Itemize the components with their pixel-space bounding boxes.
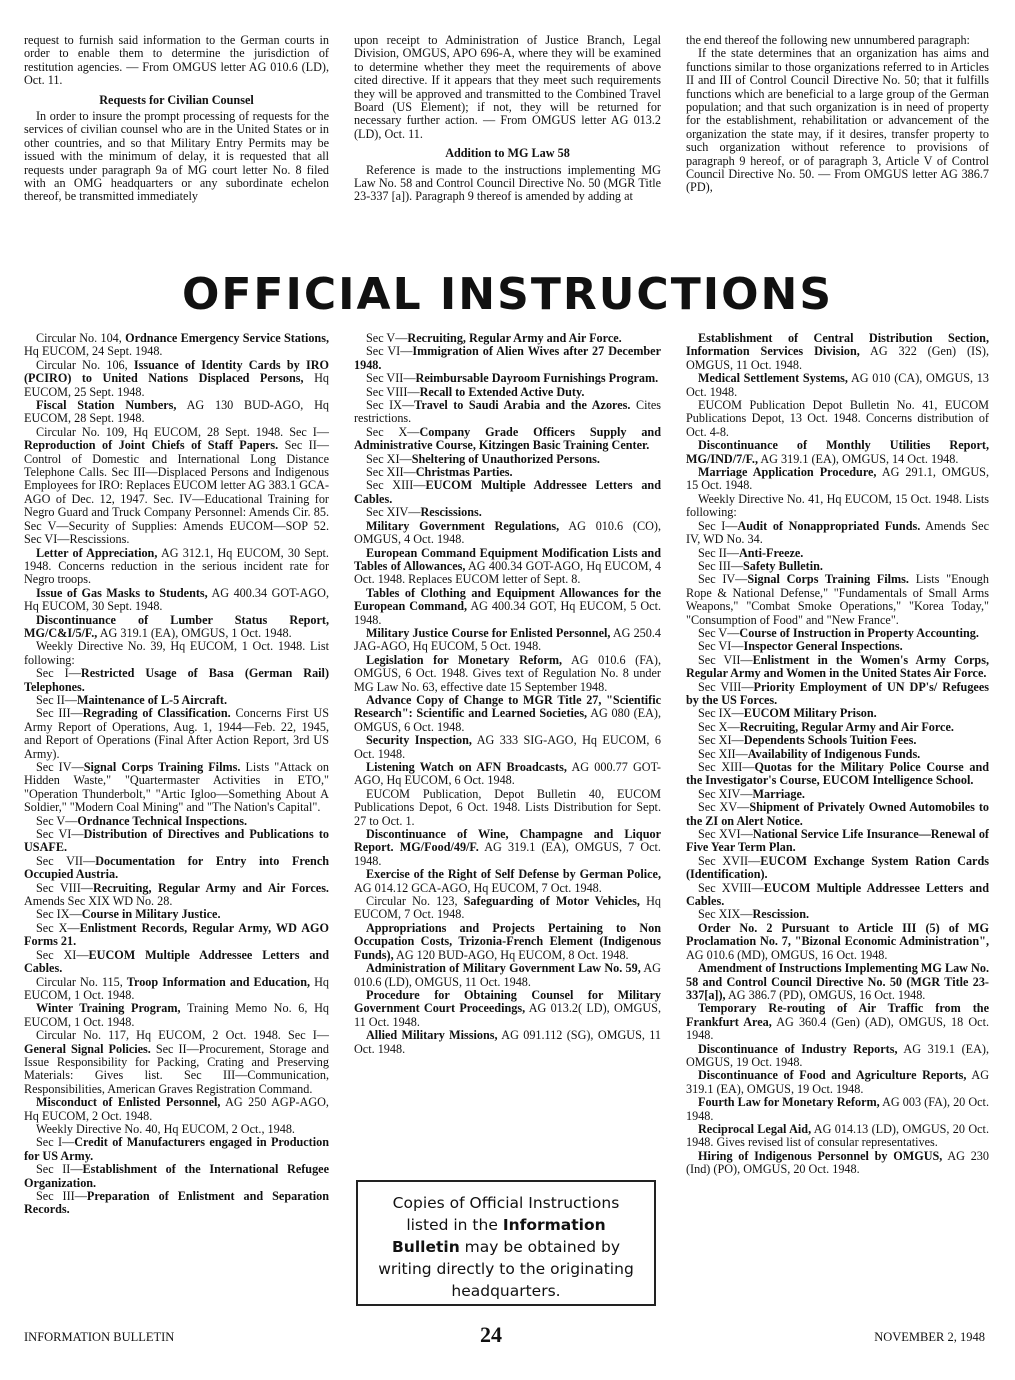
entry-subject: Recruiting, Regular Army and Air Force.	[407, 331, 622, 345]
entry-subject: Misconduct of Enlisted Personnel,	[36, 1095, 221, 1110]
instruction-entry	[354, 761, 661, 788]
instruction-entry	[354, 332, 661, 345]
entry-text: Sec VI—	[366, 344, 413, 359]
entry-subject: Preparation of Enlistment and Separation Records.	[24, 1189, 330, 1217]
instruction-entry	[24, 949, 329, 976]
notice-text-bold: Information Bulletin	[391, 1216, 606, 1256]
entry-subject: Security Inspection,	[366, 733, 472, 748]
instruction-entry	[24, 332, 329, 359]
entry-subject: National Service Life Insurance—Renewal of Five Year Term Plan.	[686, 827, 989, 855]
instruction-entry	[24, 761, 329, 815]
instruction-entry	[686, 788, 989, 801]
entry-text: Sec IX—	[36, 907, 82, 922]
instruction-entry	[354, 506, 661, 519]
entry-subject: Discontinuance of Lumber Status Report, MG/C&I/5/F.,	[24, 612, 329, 640]
entry-subject: Recruiting, Regular Army and Air Force.	[739, 719, 954, 734]
entry-text: Weekly Directive No. 39, Hq EUCOM, 1 Oct. 1948. List following:	[24, 639, 329, 667]
instruction-entry	[354, 547, 661, 587]
entry-subject: Ordnance Technical Inspections.	[77, 813, 248, 828]
instruction-entry	[354, 426, 661, 453]
entry-text: Circular No. 115,	[36, 974, 127, 989]
entry-reference: AG 250 AGP-AGO, Hq EUCOM, 2 Oct. 1948.	[24, 1095, 329, 1123]
entry-reference: AG 291.1, OMGUS, 15 Oct. 1948.	[686, 465, 989, 493]
instruction-entry	[24, 976, 329, 1003]
entry-reference: AG 400.34 GOT-AGO, Hq EUCOM, 4 Oct. 1948. Replaces EUCOM letter of Sept. 8.	[354, 558, 661, 587]
entry-subject: Signal Corps Training Films.	[83, 760, 241, 774]
instruction-entry	[686, 1002, 989, 1042]
entry-subject: Immigration of Alien Wives after 27 December 1948.	[354, 344, 661, 372]
footer-page-number: 24	[480, 1322, 502, 1347]
entry-text: Sec IX—	[698, 706, 744, 721]
entry-subject: EUCOM Multiple Addressee Letters and Cables.	[686, 880, 989, 909]
instruction-entry	[24, 614, 329, 641]
entry-subject: Fiscal Station Numbers,	[36, 398, 177, 413]
instruction-entry	[354, 654, 661, 694]
instruction-entry	[686, 520, 989, 547]
instruction-entry	[24, 882, 329, 909]
entry-subject: Troop Information and Education,	[126, 974, 311, 989]
entry-subject: Audit of Nonappropriated Funds.	[737, 518, 921, 533]
entry-reference: AG 010.6 (LD), OMGUS, 11 Oct. 1948.	[354, 961, 661, 989]
entry-subject: General Signal Policies.	[24, 1041, 151, 1056]
entry-subject: EUCOM Multiple Addressee Letters and Cables.	[24, 947, 329, 976]
instruction-entry	[354, 868, 661, 895]
entry-subject: Temporary Re-routing of Air Traffic from the Frankfurt Area,	[686, 1001, 989, 1029]
entry-reference: AG 130 BUD-AGO, Hq EUCOM, 28 Sept. 1948.	[24, 398, 329, 426]
entry-text: Sec X—	[36, 920, 80, 935]
instruction-entry	[686, 560, 989, 573]
entry-subject: Reciprocal Legal Aid,	[698, 1121, 812, 1136]
instruction-entry	[686, 1043, 989, 1070]
entry-subject: Company Grade Officers Supply and Administrative Course, Kitzingen Basic Training Center.	[354, 424, 661, 453]
instruction-entry	[354, 989, 661, 1029]
entry-subject: Amendment of Instructions Implementing MG Law No. 58 and Control Council Directive No. 50 (MGR Title 23-337[a]),	[686, 961, 989, 1002]
entry-text: Circular No. 117, Hq EUCOM, 2 Oct. 1948. Sec I—	[36, 1028, 329, 1043]
instruction-entry	[354, 627, 661, 654]
entry-text: Sec V—	[698, 625, 740, 640]
instruction-entry	[354, 399, 661, 426]
instruction-entry	[686, 855, 989, 882]
instructions-column-2	[354, 332, 661, 1056]
instruction-entry	[24, 359, 329, 399]
entry-subject: Issuance of Identity Cards by IRO (PCIRO) to United Nations Displaced Persons,	[24, 357, 329, 386]
entry-text: Sec XV—	[698, 800, 750, 815]
entry-text: Sec VII—	[36, 853, 96, 868]
entry-reference: AG 120 BUD-AGO, Hq EUCOM, 8 Oct. 1948.	[393, 947, 629, 962]
entry-text: Sec V—	[366, 331, 408, 345]
footer-date: NOVEMBER 2, 1948	[874, 1330, 985, 1344]
entry-reference: AG 091.112 (SG), OMGUS, 11 Oct. 1948.	[354, 1028, 661, 1056]
entry-text: Sec I—	[698, 518, 738, 533]
entry-reference: Hq EUCOM, 25 Sept. 1948.	[24, 371, 329, 399]
instruction-entry	[686, 332, 989, 372]
instruction-entry	[24, 547, 329, 587]
entry-text: Sec VII—	[366, 371, 416, 386]
entry-subject: Availability of Indigenous Funds.	[747, 746, 921, 761]
entry-reference: Amends Sec XIX WD No. 28.	[24, 894, 173, 909]
entry-reference: AG 013.2( LD), OMGUS, 11 Oct. 1948.	[354, 1001, 662, 1029]
entry-text: Sec IV—	[698, 572, 748, 587]
entry-text: EUCOM Publication Depot Bulletin No. 41, EUCOM Publications Depot, 13 Oct. 1948. Concerns distribution of Oct. 4-8.	[686, 398, 989, 439]
entry-subject: Advance Copy of Change to MGR Title 27, "Scientific Research": Scientific and Learned Societies,	[354, 692, 661, 721]
entry-reference: AG 319.1 (EA), OMGUS, 1 Oct. 1948.	[97, 625, 292, 640]
instruction-entry	[354, 372, 661, 385]
entry-subject: Enlistment in the Women's Army Corps, Regular Army and Women in the United States Air Force.	[686, 652, 989, 681]
entry-reference: AG 080 (EA), OMGUS, 6 Oct. 1948.	[354, 706, 661, 734]
entry-text: Sec VI—	[36, 827, 84, 842]
instruction-entry	[354, 1029, 661, 1056]
footer-publication-name: INFORMATION BULLETIN	[24, 1330, 175, 1344]
entry-text: Sec XVI—	[698, 827, 753, 842]
entry-subject: Documentation for Entry into French Occupied Austria.	[24, 853, 330, 882]
section-heading: Addition to MG Law 58	[445, 146, 570, 161]
entry-text: Weekly Directive No. 40, Hq EUCOM, 2 Oct., 1948.	[36, 1121, 295, 1136]
instruction-entry	[686, 1150, 989, 1177]
instruction-entry	[24, 815, 329, 828]
instruction-entry	[686, 828, 989, 855]
entry-reference: Amends Sec IV, WD No. 34.	[686, 518, 989, 547]
entry-text: Sec III—	[36, 706, 83, 721]
entry-subject: Regrading of Classification.	[82, 706, 231, 721]
entry-text: Sec XIV—	[366, 505, 421, 520]
entry-reference: AG 230 (Ind) (PO), OMGUS, 20 Oct. 1948.	[686, 1148, 989, 1177]
entry-subject: Tables of Clothing and Equipment Allowances for the European Command,	[354, 585, 661, 614]
article-paragraph: upon receipt to Administration of Justice Branch, Legal Division, OMGUS, APO 696-A, where they will be examined to determine whether they meet the requirements of above cited directive. If it appears that they meet such requirements they will be approved and transmitted to the Combined Travel Board (US Element); if not, they will be returned for necessary further action. — From OMGUS letter AG 013.2 (LD), Oct. 11.	[354, 33, 661, 141]
entry-subject: Safeguarding of Motor Vehicles,	[463, 894, 640, 909]
instruction-entry	[354, 520, 661, 547]
entry-reference: AG 312.1, Hq EUCOM, 30 Sept. 1948. Concerns reduction in the serious incident rate for Negro troops.	[24, 545, 329, 587]
instruction-entry	[24, 1190, 329, 1217]
entry-subject: Reimbursable Dayroom Furnishings Program.	[415, 371, 659, 386]
entry-text: Sec XVII—	[698, 853, 761, 868]
instruction-entry	[24, 707, 329, 761]
instruction-entry	[686, 734, 989, 747]
entry-text: Sec XI—	[698, 733, 744, 748]
entry-text: Sec XIX—	[698, 907, 753, 922]
instruction-entry	[354, 453, 661, 466]
entry-subject: Allied Military Missions,	[366, 1028, 498, 1043]
instruction-entry	[354, 386, 661, 399]
instruction-entry	[24, 922, 329, 949]
entry-subject: Travel to Saudi Arabia and the Azores.	[414, 398, 631, 413]
entry-subject: Military Justice Course for Enlisted Personnel,	[366, 625, 611, 640]
instruction-entry	[24, 1002, 329, 1029]
entry-subject: Christmas Parties.	[415, 465, 513, 480]
entry-subject: Issue of Gas Masks to Students,	[36, 585, 208, 600]
entry-reference: AG 319.1 (EA), OMGUS, 19 Oct. 1948.	[686, 1041, 990, 1069]
entry-subject: European Command Equipment Modification Lists and Tables of Allowances,	[354, 545, 661, 573]
entry-reference: Hq EUCOM, 7 Oct. 1948.	[354, 894, 661, 922]
instruction-entry	[686, 882, 989, 909]
entry-subject: Recruiting, Regular Army and Air Forces.	[92, 880, 329, 895]
entry-subject: Maintenance of L-5 Aircraft.	[76, 692, 228, 707]
instruction-entry	[354, 962, 661, 989]
entry-reference: AG 010.6 (FA), OMGUS, 6 Oct. 1948. Gives text of Regulation No. 8 under MG Law No. 63, effective date 15 September 1948.	[354, 652, 661, 694]
entry-subject: Marriage Application Procedure,	[698, 465, 877, 480]
instruction-entry	[354, 479, 661, 506]
entry-subject: Medical Settlement Systems,	[698, 371, 848, 386]
entry-subject: Restricted Usage of Basa (German Rail) Telephones.	[24, 666, 329, 694]
article-paragraph: request to furnish said information to the German courts in order to enable them to determine the jurisdiction of restitution agencies. — From OMGUS letter AG 010.6 (LD), Oct. 11.	[24, 33, 329, 88]
instruction-entry	[686, 493, 989, 520]
entry-reference: AG 400.34 GOT, Hq EUCOM, 5 Oct. 1948.	[354, 599, 661, 627]
instruction-entry	[354, 788, 661, 828]
entry-text: Sec XII—	[366, 465, 416, 480]
instruction-entry	[354, 466, 661, 479]
entry-subject: Establishment of the International Refugee Organization.	[24, 1162, 330, 1190]
instruction-entry	[686, 908, 989, 921]
entry-text: Sec I—	[36, 1135, 75, 1150]
instruction-entry	[24, 1123, 329, 1136]
entry-subject: Anti-Freeze.	[738, 545, 804, 560]
entry-text: Sec XIII—	[698, 760, 755, 774]
entry-subject: Discontinuance of Industry Reports,	[698, 1041, 898, 1056]
entry-reference: AG 360.4 (Gen) (AD), OMGUS, 18 Oct. 1948.	[686, 1014, 989, 1043]
entry-subject: Procedure for Obtaining Counsel for Military Government Court Proceedings,	[354, 987, 661, 1016]
entry-reference: AG 319.1 (EA), OMGUS, 7 Oct. 1948.	[354, 840, 661, 868]
entry-subject: Winter Training Program,	[36, 1001, 181, 1016]
entry-subject: Ordnance Emergency Service Stations,	[125, 331, 329, 345]
instruction-entry	[24, 855, 329, 882]
entry-subject: Credit of Manufacturers engaged in Production for US Army.	[24, 1135, 329, 1163]
entry-subject: EUCOM Military Prison.	[743, 706, 877, 721]
entry-text: Sec XII—	[698, 746, 748, 761]
instruction-entry	[354, 694, 661, 734]
entry-subject: Fourth Law for Monetary Reform,	[698, 1095, 880, 1110]
entry-subject: Distribution of Directives and Publications to USAFE.	[24, 827, 329, 855]
entry-reference: AG 386.7 (PD), OMGUS, 16 Oct. 1948.	[725, 987, 926, 1002]
entry-text: Sec XVIII—	[698, 880, 764, 895]
entry-subject: Quotas for the Military Police Course and the Investigator's Course, EUCOM Intelligence School.	[686, 760, 990, 788]
entry-subject: Course in Military Justice.	[81, 907, 221, 922]
entry-text: Sec III—	[36, 1189, 87, 1203]
entry-reference: AG 319.1 (EA), OMGUS, 14 Oct. 1948.	[758, 451, 959, 466]
entry-text: Sec X—	[698, 719, 740, 734]
entry-reference: AG 400.34 GOT-AGO, Hq EUCOM, 30 Sept. 1948.	[24, 585, 330, 614]
instruction-entry	[686, 439, 989, 466]
instruction-entry	[24, 667, 329, 694]
entry-text: Sec XI—	[36, 947, 89, 962]
entry-reference: Training Memo No. 6, Hq EUCOM, 1 Oct. 1948.	[24, 1001, 329, 1029]
entry-subject: Dependents Schools Tuition Fees.	[743, 733, 917, 748]
entry-subject: Sheltering of Unauthorized Persons.	[411, 451, 600, 466]
entry-subject: Hiring of Indigenous Personnel by OMGUS,	[698, 1148, 943, 1163]
entry-text: Sec VI—	[698, 639, 744, 654]
entry-subject: Appropriations and Projects Pertaining to Non Occupation Costs, Trizonia-French Element (Indigenous Funds),	[354, 920, 661, 962]
entry-text: Sec XIV—	[698, 786, 753, 801]
entry-reference: AG 010 (CA), OMGUS, 13 Oct. 1948.	[686, 371, 989, 399]
instruction-entry	[24, 694, 329, 707]
instruction-entry	[686, 962, 989, 1002]
entry-reference: AG 322 (Gen) (IS), OMGUS, 11 Oct. 1948.	[686, 344, 990, 372]
instruction-entry	[24, 908, 329, 921]
instruction-entry	[686, 1069, 989, 1096]
instruction-entry	[686, 1123, 989, 1150]
instruction-entry	[686, 1096, 989, 1123]
instruction-entry	[686, 547, 989, 560]
notice-text-before: Copies of Official Instructions listed in the	[392, 1194, 620, 1234]
instruction-entry	[354, 345, 661, 372]
entry-text: Circular No. 106,	[36, 357, 134, 372]
instruction-entry	[686, 681, 989, 708]
entry-subject: EUCOM Multiple Addressee Letters and Cables.	[354, 478, 661, 506]
entry-subject: Enlistment Records, Regular Army, WD AGO Forms 21.	[24, 920, 329, 949]
entry-text: Sec VIII—	[366, 384, 420, 399]
entry-text: Sec V—	[36, 813, 78, 828]
entry-subject: EUCOM Exchange System Ration Cards (Identification).	[686, 853, 989, 882]
instruction-entry	[686, 922, 989, 962]
entry-reference: AG 010.6 (CO), OMGUS, 4 Oct. 1948.	[354, 518, 661, 547]
instruction-entry	[686, 707, 989, 720]
entry-subject: Establishment of Central Distribution Section, Information Services Division,	[686, 331, 989, 359]
entry-text: Sec VII—	[698, 652, 753, 667]
entry-subject: Shipment of Privately Owned Automobiles to the ZI on Alert Notice.	[686, 800, 989, 828]
entry-text: Sec IV—	[36, 760, 84, 774]
entry-subject: Inspector General Inspections.	[743, 639, 903, 654]
instruction-entry	[686, 466, 989, 493]
entry-reference: Sec II—Control of Domestic and International Long Distance Telephone Calls. Sec III—Displaced Persons and Indigenous Employees for IRO: Replaces EUCOM letter AG 383.1 GCA-AGO of Dec. 12, 1947. Sec. IV—Educational Training for Negro Guard and Truck Company Personnel: Amends Cir. 85. Sec V—Security of Supplies: Amends EUCOM—SOP 52. Sec VI—Rescissions.	[24, 438, 329, 547]
instruction-entry	[24, 1096, 329, 1123]
entry-text: Circular No. 104,	[36, 331, 126, 345]
entry-reference: AG 333 SIG-AGO, Hq EUCOM, 6 Oct. 1948.	[354, 733, 661, 761]
article-paragraph: If the state determines that an organization has aims and functions similar to those organizations referred to in Articles II and III of Control Council Directive No. 50; that it fulfills functions which are beneficial to a large group of the German population; and that such organization is in need of property for the establishment, rehabilitation or advancement of the organization the state may, if it desires, transfer property to such organization without reference to provisions of paragraph 9 hereof, or of paragraph 3, Article V of Control Council Directive No. 50. — From OMGUS letter AG 386.7 (PD),	[686, 46, 989, 195]
entry-subject: Safety Bulletin.	[743, 558, 823, 573]
entry-reference: AG 014.13 (LD), OMGUS, 20 Oct. 1948. Gives revised list of consular representatives.	[686, 1121, 989, 1150]
entry-subject: Rescissions.	[420, 505, 482, 520]
entry-reference: Concerns First US Army Report of Operations, Aug. 1, 1944—Feb. 22, 1945, and Report of Operations (Final After Action Report, 3rd US Army).	[24, 706, 329, 761]
instruction-entry	[24, 587, 329, 614]
entry-text: Sec II—	[36, 692, 77, 707]
notice-box	[356, 1180, 656, 1306]
instruction-entry	[354, 828, 661, 868]
notice-text-after: may be obtained by writing directly to the originating headquarters.	[378, 1238, 634, 1300]
instruction-entry	[686, 801, 989, 828]
entry-reference: AG 010.6 (MD), OMGUS, 16 Oct. 1948.	[686, 947, 888, 962]
entry-text: Sec X—	[366, 424, 420, 439]
instruction-entry	[24, 828, 329, 855]
instruction-entry	[354, 587, 661, 627]
entry-subject: Discontinuance of Monthly Utilities Report, MG/IND/7/F.,	[686, 438, 989, 466]
instruction-entry	[686, 627, 989, 640]
instruction-entry	[686, 654, 989, 681]
entry-subject: Course of Instruction in Property Accounting.	[739, 625, 979, 640]
top-column-1	[24, 34, 329, 204]
entry-text: Sec XI—	[366, 451, 412, 466]
entry-reference: Lists "Attack on Hidden Waste," "Quartermaster Activities in ETO," "Operation Thunderbolt," "Artic Igloo—Something About A Soldier," "Modern Coal Mining" and "The Nation's Capital".	[24, 760, 329, 815]
instructions-column-1	[24, 332, 329, 1217]
instruction-entry	[24, 640, 329, 667]
instruction-entry	[24, 426, 329, 547]
entry-subject: Marriage.	[752, 786, 805, 801]
entry-subject: Order No. 2 Pursuant to Article III (5) of MG Proclamation No. 7, "Bizonal Economic Administration",	[686, 920, 989, 949]
entry-reference: AG 250.4 JAG-AGO, Hq EUCOM, 5 Oct. 1948.	[354, 625, 661, 654]
entry-text: EUCOM Publication, Depot Bulletin 40, EUCOM Publications Depot, 6 Oct. 1948. Lists Distribution for Sept. 27 to Oct. 1.	[354, 786, 661, 828]
entry-text: Circular No. 109, Hq EUCOM, 28 Sept. 1948. Sec I—	[36, 424, 329, 439]
entry-text: Sec I—	[36, 666, 81, 681]
instruction-entry	[686, 761, 989, 788]
entry-text: Sec III—	[698, 558, 744, 573]
section-heading: Requests for Civilian Counsel	[99, 92, 254, 107]
entry-text: Sec VIII—	[698, 679, 754, 694]
article-paragraph: Reference is made to the instructions implementing MG Law No. 58 and Control Council Directive No. 50 (MGR Title 23-337 [a]). Paragraph 9 thereof is amended by adding at	[354, 162, 661, 204]
entry-reference: Cites restrictions.	[354, 398, 661, 426]
entry-subject: Signal Corps Training Films.	[747, 572, 909, 587]
top-column-2	[354, 34, 661, 204]
entry-subject: Reproduction of Joint Chiefs of Staff Papers.	[24, 438, 279, 453]
instruction-entry	[354, 734, 661, 761]
entry-reference: Hq EUCOM, 1 Oct. 1948.	[24, 974, 329, 1002]
instruction-entry	[24, 1136, 329, 1163]
instructions-column-3	[686, 332, 989, 1177]
instruction-entry	[24, 1163, 329, 1190]
entry-text: Sec IX—	[366, 398, 415, 413]
entry-reference: AG 319.1 (EA), OMGUS, 19 Oct. 1948.	[686, 1068, 989, 1096]
entry-text: Sec VIII—	[36, 880, 93, 895]
entry-subject: Legislation for Monetary Reform,	[366, 652, 563, 667]
instruction-entry	[686, 399, 989, 439]
instruction-entry	[354, 922, 661, 962]
entry-subject: Discontinuance of Food and Agriculture Reports,	[698, 1068, 967, 1083]
entry-subject: Priority Employment of UN DP's/ Refugees by the US Forces.	[686, 679, 989, 707]
entry-reference: AG 003 (FA), 20 Oct. 1948.	[686, 1095, 989, 1123]
instruction-entry	[686, 640, 989, 653]
entry-reference: Hq EUCOM, 24 Sept. 1948.	[24, 344, 163, 359]
entry-subject: Letter of Appreciation,	[36, 545, 158, 560]
instruction-entry	[686, 372, 989, 399]
entry-text: Weekly Directive No. 41, Hq EUCOM, 15 Oct. 1948. Lists following:	[686, 491, 989, 520]
entry-subject: Discontinuance of Wine, Champagne and Liquor Report. MG/Food/49/F.	[354, 827, 661, 855]
instruction-entry	[686, 748, 989, 761]
page-title: OFFICIAL INSTRUCTIONS	[181, 269, 834, 320]
entry-subject: Listening Watch on AFN Broadcasts,	[366, 760, 567, 774]
entry-reference: AG 014.12 GCA-AGO, Hq EUCOM, 7 Oct. 1948.	[354, 880, 602, 895]
instruction-entry	[686, 721, 989, 734]
entry-text: Sec II—	[36, 1162, 83, 1177]
entry-subject: Rescission.	[752, 907, 810, 922]
entry-text: Sec XIII—	[366, 478, 426, 493]
entry-text: Sec II—	[698, 545, 739, 560]
entry-reference: AG 000.77 GOT-AGO, Hq EUCOM, 6 Oct. 1948.	[354, 760, 661, 788]
entry-reference: Lists "Enough Rope & National Defense," "Fundamentals of Small Arms Weapons," "Combat Smoke Operations," "Korea Today," "Consumption of Food" and "New France".	[686, 572, 989, 627]
entry-subject: Military Government Regulations,	[366, 518, 560, 533]
entry-subject: Recall to Extended Active Duty.	[419, 384, 585, 399]
article-paragraph: the end thereof the following new unnumbered paragraph:	[686, 33, 970, 47]
entry-subject: Administration of Military Government Law No. 59,	[366, 961, 641, 976]
entry-reference: Sec II—Procurement, Storage and Issue Responsibility for Packing, Crating and Preserving Materials: Gives list. Sec III—Communication, Responsibilities, American Graves Registration Command.	[24, 1041, 329, 1096]
entry-text: Circular No. 123,	[366, 894, 464, 909]
instruction-entry	[24, 399, 329, 426]
instruction-entry	[24, 1029, 329, 1096]
entry-subject: Exercise of the Right of Self Defense by German Police,	[366, 867, 661, 882]
top-column-3	[686, 34, 989, 195]
instruction-entry	[354, 895, 661, 922]
instruction-entry	[686, 573, 989, 627]
article-paragraph: In order to insure the prompt processing of requests for the services of civilian counsel who are in the United States or in other countries, and so that Military Entry Permits may be issued with the minimum of delay, it is requested that all requests under paragraph 9a of MG court letter No. 8 filed with an OMG headquarters or any subordinate echelon thereof, be transmitted immediately	[24, 109, 329, 204]
